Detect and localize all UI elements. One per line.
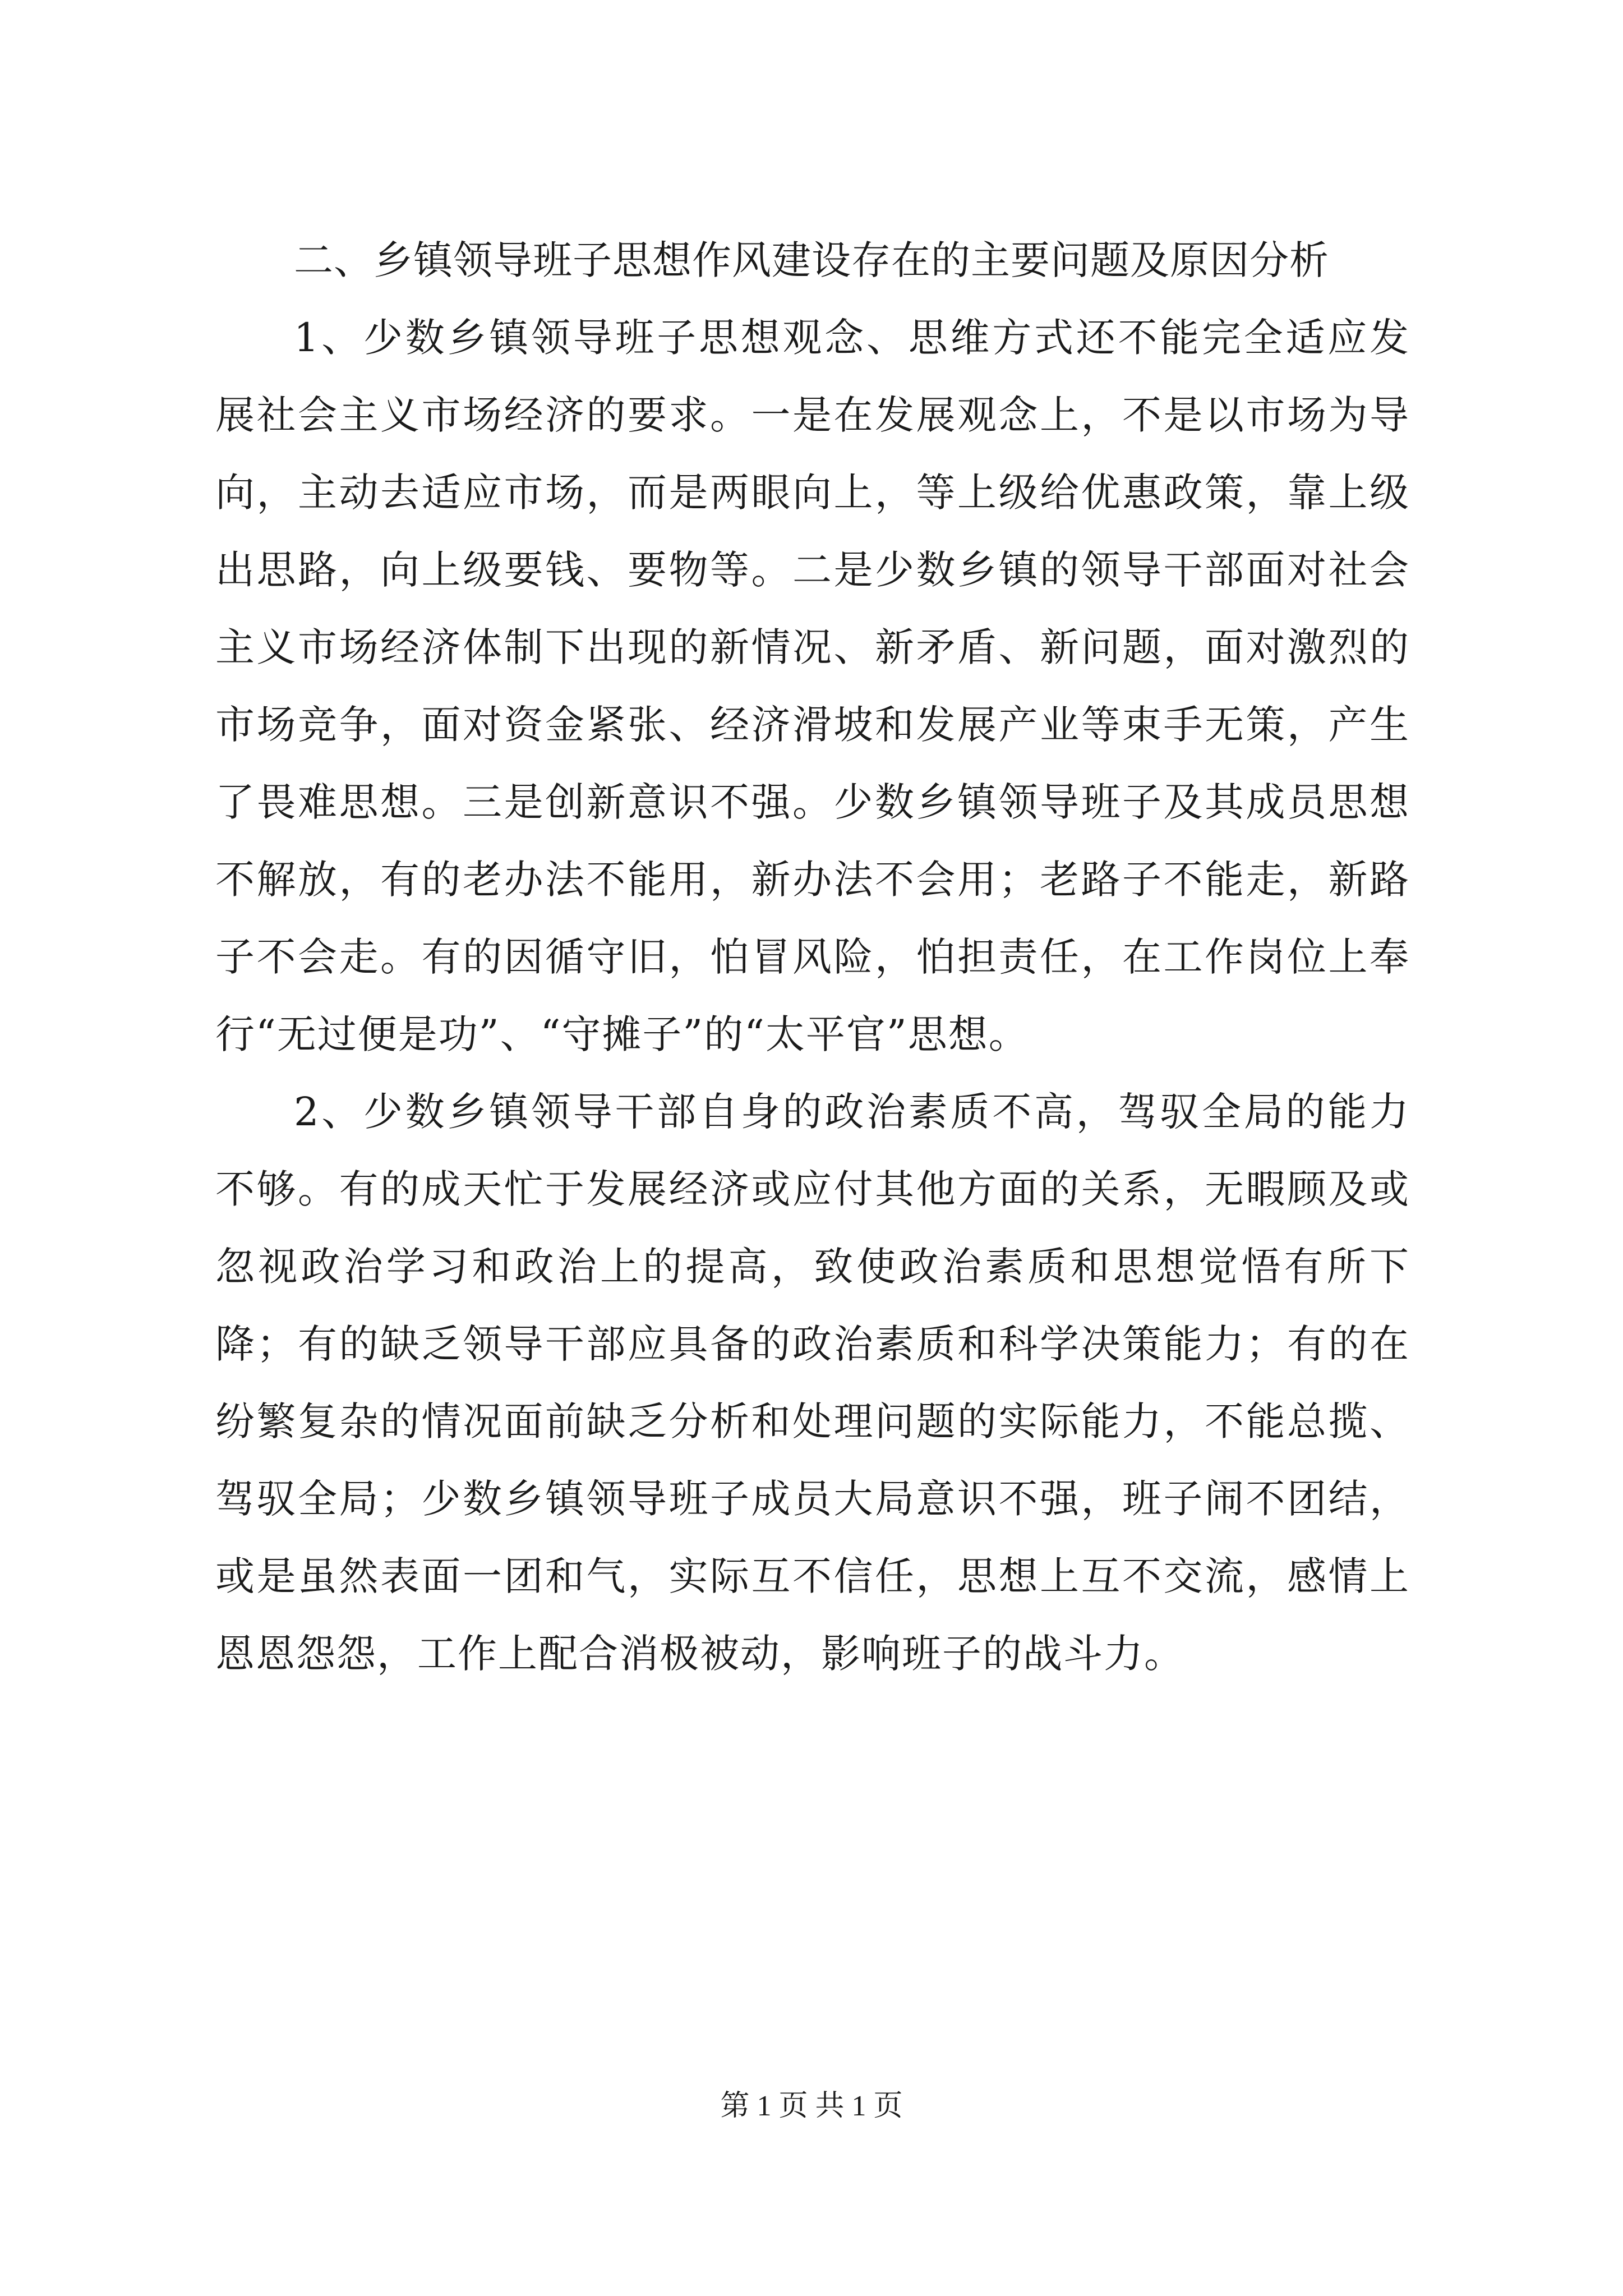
paragraph-1: 1、少数乡镇领导班子思想观念、思维方式还不能完全适应发展社会主义市场经济的要求。一是在发展观念上，不是以市场为导向，主动去适应市场，而是两眼向上，等上级给优惠政策，靠上级出思路，向上级要钱、要物等。二是少数乡镇的领导干部面对社会主义市场经济体制下出现的新情况、新矛盾、新问题，面对激烈的市场竞争，面对资金紧张、经济滑坡和发展产业等束手无策，产生了畏难思想。三是创新意识不强。少数乡镇领导班子及其成员思想不解放，有的老办法不能用，新办法不会用；老路子不能走，新路子不会走。有的因循守旧，怕冒风险，怕担责任，在工作岗位上奉行“无过便是功”、“守摊子”的“太平官”思想。 [215,315,1410,1057]
page-footer: 第 1 页 共 1 页 [720,2090,903,2122]
section-heading: 二、乡镇领导班子思想作风建设存在的主要问题及原因分析 [294,237,1329,283]
paragraph-2: 2、少数乡镇领导干部自身的政治素质不高，驾驭全局的能力不够。有的成天忙于发展经济或应付其他方面的关系，无暇顾及或忽视政治学习和政治上的提高，致使政治素质和思想觉悟有所下降；有的缺乏领导干部应具备的政治素质和科学决策能力；有的在纷繁复杂的情况面前缺乏分析和处理问题的实际能力，不能总揽、驾驭全局；少数乡镇领导班子成员大局意识不强，班子闹不团结，或是虽然表面一团和气，实际互不信任，思想上互不交流，感情上恩恩怨怨，工作上配合消极被动，影响班子的战斗力。 [215,1089,1410,1677]
document-body [215,222,1410,1692]
